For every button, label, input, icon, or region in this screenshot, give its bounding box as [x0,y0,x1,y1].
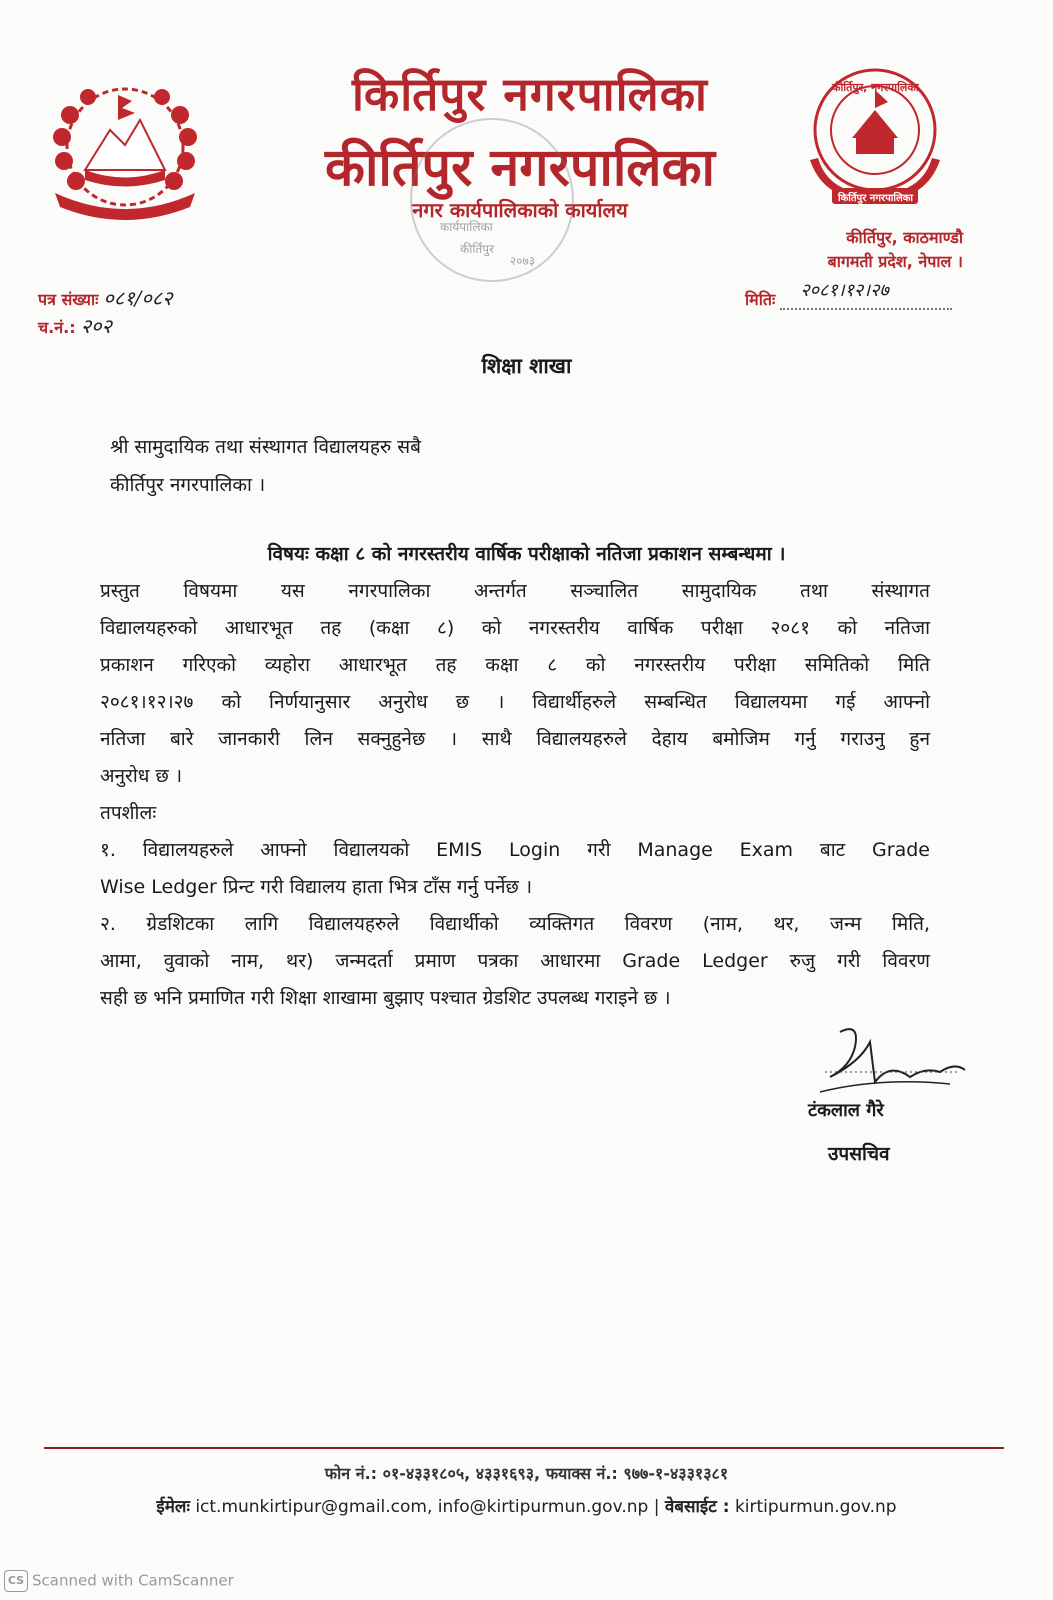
letter-ref [38,284,173,311]
footer-rule [44,1447,1004,1449]
footer-separator: | [653,1497,660,1517]
item-2-line: २. ग्रेडशिटका लागि विद्यालयहरुले विद्यार्थीको व्यक्तिगत विवरण (नाम, थर, जन्म मिति, [100,913,930,935]
email-addresses: ict.munkirtipur@gmail.com, info@kirtipurmun.gov.np [195,1497,649,1517]
body-line: प्रस्तुत विषयमा यस नगरपालिका अन्तर्गत सञ्चालित सामुदायिक तथा संस्थागत [100,580,930,602]
stamp-text-1: कार्यपालिका [440,220,493,234]
recipient-line-2: कीर्तिपुर नगरपालिका । [110,474,266,496]
item-1-line: Wise Ledger प्रिन्ट गरी विद्यालय हाता भित्र टाँस गर्नु पर्नेछ । [100,876,533,898]
body-line: विद्यालयहरुको आधारभूत तह (कक्षा ८) को नगरस्तरीय वार्षिक परीक्षा २०८१ को नतिजा [100,617,930,639]
ref-value: ०८१/०८२ [103,286,173,310]
dispatch-number [38,312,112,339]
date-label: मितिः [745,290,776,309]
scanner-watermark [4,1570,234,1592]
body-line: नतिजा बारे जानकारी लिन सक्नुहुनेछ । साथै विद्यालयहरुले देहाय बमोजिम गर्नु गराउनु हुन [100,728,930,750]
camscanner-logo: CS [4,1570,28,1592]
letterhead-office: नगर कार्यपालिकाको कार्यालय [412,198,628,222]
date-value: २०८१।१२।२७ [800,280,889,301]
office-stamp [410,118,574,282]
dispatch-label: च.नं.: [38,318,76,337]
signatory-title: उपसचिव [828,1143,890,1165]
signatory-name: टंकलाल गैरे [808,1100,884,1121]
letter-date [745,280,952,310]
website-label: वेबसाईट : [664,1497,730,1517]
letterhead-main-title: कीर्तिपुर नगरपालिका [325,138,715,198]
footer-contact [0,1494,1053,1517]
dispatch-value: २०२ [80,314,112,338]
email-label: ईमेलः [156,1497,190,1517]
scanner-text: Scanned with CamScanner [32,1571,234,1590]
address-line-2: बागमती प्रदेश, नेपाल । [827,252,963,271]
subject-line: विषयः कक्षा ८ को नगरस्तरीय वार्षिक परीक्षाको नतिजा प्रकाशन सम्बन्धमा । [267,543,786,565]
right-logo-top-text: कीर्तिपुर, नगरपालिका [832,81,919,94]
tapasil-heading: तपशीलः [100,802,157,824]
item-1-line: १. विद्यालयहरुले आफ्नो विद्यालयको EMIS Login गरी Manage Exam बाट Grade [100,839,930,861]
footer-phone: फोन नं.: ०१-४३३१८०५, ४३३१६९३, फयाक्स नं.: ९७७-१-४३३१३८१ [324,1464,729,1483]
item-2-line: आमा, वुवाको नाम, थर) जन्मदर्ता प्रमाण पत्रका आधारमा Grade Ledger रुजु गरी विवरण [100,950,930,972]
body-line: प्रकाशन गरिएको व्यहोरा आधारभूत तह कक्षा ८ को नगरस्तरीय परीक्षा समितिको मिति [100,654,930,676]
stamp-text-2: कीर्तिपुर [460,242,494,256]
item-2-line: सही छ भनि प्रमाणित गरी शिक्षा शाखामा बुझाए पश्चात ग्रेडशिट उपलब्ध गराइने छ । [100,987,671,1009]
section-heading: शिक्षा शाखा [481,354,572,378]
body-line: २०८१।१२।२७ को निर्णयानुसार अनुरोध छ । विद्यार्थीहरुले सम्बन्धित विद्यालयमा गई आफ्नो [100,691,930,713]
website-url: kirtipurmun.gov.np [734,1497,897,1517]
body-paragraph [100,573,930,1017]
ref-label: पत्र संख्याः [38,290,99,309]
date-line [780,280,952,310]
right-logo-bottom-text: किर्तिपुर नगरपालिका [838,193,913,204]
body-line: अनुरोध छ । [100,765,183,787]
recipient-line-1: श्री सामुदायिक तथा संस्थागत विद्यालयहरु सबै [110,436,421,458]
letterhead-stylized-title: किर्तिपुर नगरपालिका [352,67,708,121]
stamp-text-3: २०७३ [510,254,535,268]
left-emblem [40,75,210,225]
address-line-1: कीर्तिपुर, काठमाण्डौ [846,228,963,247]
